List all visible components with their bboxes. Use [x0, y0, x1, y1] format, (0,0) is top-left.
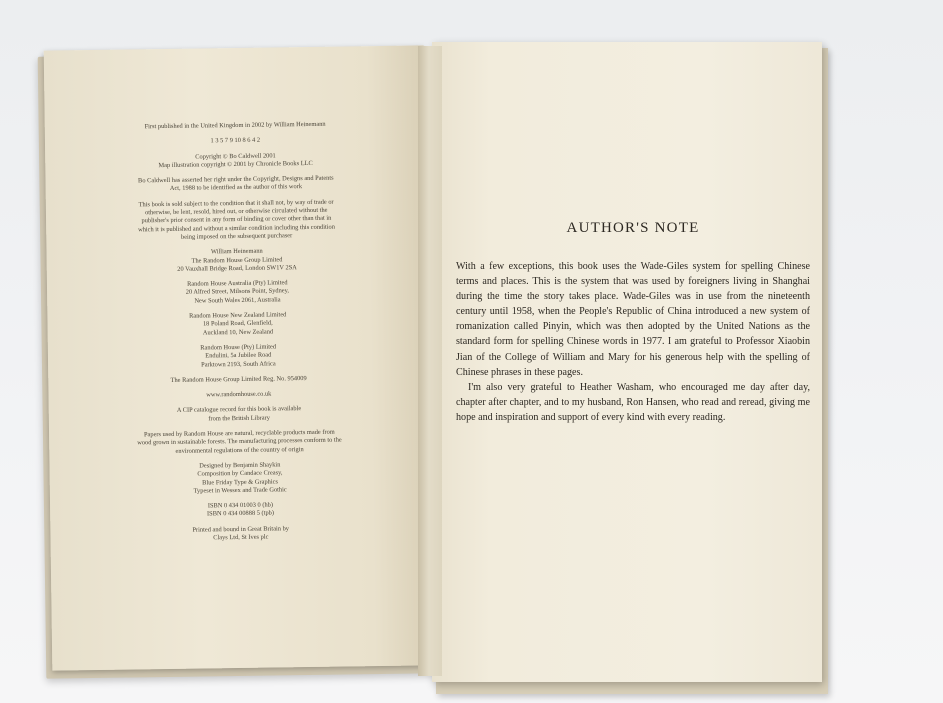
copyright-block — [75, 135, 395, 148]
copyright-line: 20 Alfred Street, Milsons Point, Sydney, — [185, 287, 290, 297]
copyright-line: New South Wales 2061, Australia — [194, 296, 281, 305]
copyright-line: otherwise, be lent, resold, hired out, or otherwise circulated without the — [145, 206, 328, 217]
copyright-line: Designed by Benjamin Shaykin — [199, 461, 281, 470]
copyright-line: Blue Friday Type & Graphics — [202, 477, 278, 487]
copyright-block — [79, 374, 399, 387]
copyright-line: Clays Ltd, St Ives plc — [213, 533, 269, 542]
copyright-line: The Random House Group Limited — [191, 255, 283, 265]
copyright-line: William Heinemann — [210, 247, 263, 256]
copyright-line: wood grown in sustainable forests. The manufacturing processes conform to the — [137, 436, 342, 447]
copyright-line: Map illustration copyright © 2001 by Chronicle Books LLC — [158, 159, 313, 169]
copyright-block — [76, 198, 397, 244]
copyright-line: Act, 1988 to be identified as the author of this work — [169, 183, 303, 193]
copyright-block — [75, 150, 395, 171]
copyright-block — [79, 404, 399, 425]
authors-note-paragraph-1: With a few exceptions, this book uses the Wade-Giles system for spelling Chinese terms and places. This is the system that was used by foreigners living in Shanghai during the time the story takes place. Wade-Giles was in use from the nineteenth century until 1958, when the People's Republic of China introduced a new system of romanization called Pinyin, which was then adopted by the United Nations as the standard form for spelling Chinese words in 1977. I am grateful to Professor Xiaobin Jian of the College of William and Mary for his generous help with the spelling of Chinese phrases in these pages. — [456, 261, 810, 378]
copyright-line: which it is published and without a similar condition including this condition — [138, 223, 335, 234]
copyright-line: Endulini, 5a Jubilee Road — [205, 351, 272, 360]
copyright-line: Parktown 2193, South Africa — [201, 360, 276, 369]
copyright-line: publisher's prior consent in any form of binding or cover other than that in — [141, 215, 332, 225]
copyright-line: environmental regulations of the country of origin — [175, 445, 304, 455]
copyright-line: ISBN 0 434 01003 0 (hb) — [207, 501, 273, 510]
copyright-line: This book is sold subject to the condition that it shall not, by way of trade or — [138, 198, 334, 209]
copyright-page-text — [75, 120, 401, 552]
copyright-line: Papers used by Random House are natural, recyclable products made from — [143, 428, 335, 439]
copyright-block — [79, 389, 399, 402]
copyright-line: being imposed on the subsequent purchaser — [180, 232, 293, 241]
copyright-line: The Random House Group Limited Reg. No. 954009 — [170, 374, 307, 384]
copyright-block — [78, 310, 398, 339]
copyright-block — [80, 500, 400, 521]
copyright-line: ISBN 0 434 00888 5 (tpb) — [206, 509, 275, 518]
copyright-block — [77, 278, 397, 307]
copyright-block — [78, 342, 398, 371]
copyright-line: A CIP catalogue record for this book is available — [176, 405, 302, 415]
copyright-line: Printed and bound in Great Britain by — [192, 524, 290, 534]
copyright-line: Copyright © Bo Caldwell 2001 — [195, 152, 276, 161]
copyright-block — [79, 428, 399, 457]
copyright-line: First published in the United Kingdom in 2002 by William Heinemann — [144, 120, 326, 131]
copyright-block — [81, 523, 401, 544]
copyright-line: Bo Caldwell has asserted her right under the Copyright, Designs and Patents — [137, 174, 334, 185]
copyright-block — [77, 246, 397, 275]
authors-note-paragraph-2: I'm also very grateful to Heather Washam, who encouraged me day after day, chapter after chapter, and to my husband, Ron Hansen, who read and reread, giving me hope and inspiration and support of every kind with every reading. — [456, 381, 810, 423]
copyright-line: 18 Poland Road, Glenfield, — [202, 319, 273, 328]
copyright-line: www.randomhouse.co.uk — [206, 390, 272, 399]
open-book — [48, 40, 826, 692]
copyright-line: Auckland 10, New Zealand — [202, 328, 274, 337]
copyright-line: Typeset in Wessex and Trade Gothic — [193, 486, 287, 495]
copyright-block — [76, 174, 396, 195]
copyright-line: 20 Vauxhall Bridge Road, London SW1V 2SA — [177, 264, 297, 273]
copyright-line: Random House Australia (Pty) Limited — [186, 279, 288, 288]
copyright-line: Random House (Pty) Limited — [200, 343, 277, 352]
copyright-block — [80, 460, 400, 498]
copyright-line: from the British Library — [208, 414, 270, 423]
authors-note — [456, 220, 810, 425]
copyright-line: Composition by Candace Creasy, — [197, 469, 283, 478]
book-gutter — [418, 46, 442, 676]
copyright-line: Random House New Zealand Limited — [189, 311, 287, 320]
copyright-line: 1 3 5 7 9 10 8 6 4 2 — [210, 136, 261, 145]
authors-note-title: AUTHOR'S NOTE — [566, 220, 700, 236]
